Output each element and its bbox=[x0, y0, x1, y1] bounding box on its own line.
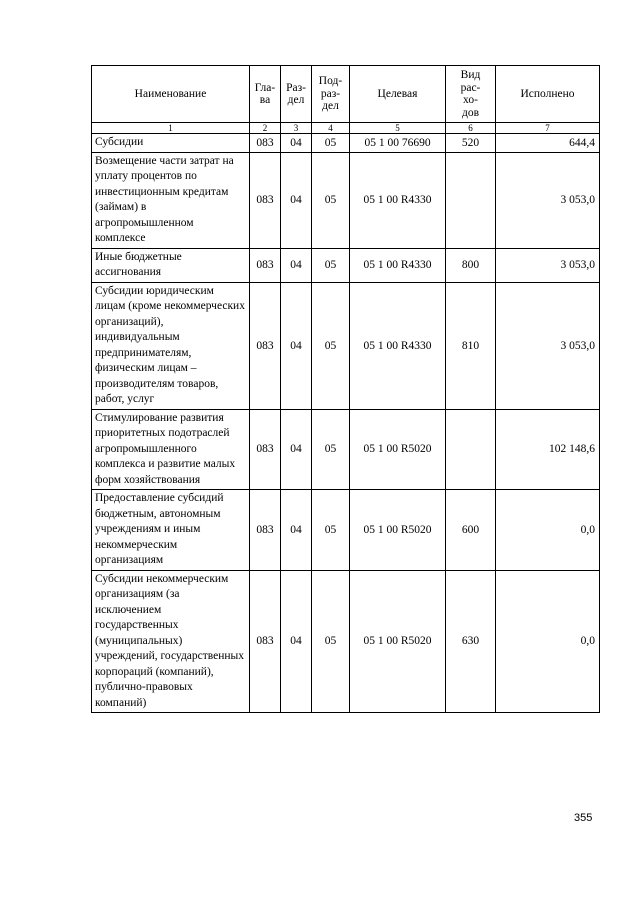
table-row bbox=[92, 570, 600, 713]
table-row bbox=[92, 152, 600, 248]
row-celevaya: 05 1 00 R5020 bbox=[350, 490, 446, 571]
row-name: Иные бюджетные ассигнования bbox=[92, 248, 250, 282]
column-number: 3 bbox=[281, 123, 312, 134]
row-amount: 0,0 bbox=[496, 570, 600, 713]
row-celevaya: 05 1 00 76690 bbox=[350, 134, 446, 153]
row-razdel: 04 bbox=[281, 248, 312, 282]
row-name: Субсидии юридическим лицам (кроме некоммерческих организаций), индивидуальным предпринимателям, физическим лицам – производителям товаров, работ, услуг bbox=[92, 282, 250, 409]
row-glava: 083 bbox=[250, 282, 281, 409]
row-vid: 800 bbox=[446, 248, 496, 282]
column-number: 6 bbox=[446, 123, 496, 134]
header-name: Наименование bbox=[92, 66, 250, 123]
row-glava: 083 bbox=[250, 134, 281, 153]
row-razdel: 04 bbox=[281, 152, 312, 248]
row-razdel: 04 bbox=[281, 409, 312, 490]
row-podrazdel: 05 bbox=[312, 152, 350, 248]
row-razdel: 04 bbox=[281, 570, 312, 713]
row-podrazdel: 05 bbox=[312, 570, 350, 713]
row-podrazdel: 05 bbox=[312, 248, 350, 282]
row-name: Субсидии bbox=[92, 134, 250, 153]
row-podrazdel: 05 bbox=[312, 490, 350, 571]
row-vid: 600 bbox=[446, 490, 496, 571]
row-celevaya: 05 1 00 R5020 bbox=[350, 409, 446, 490]
header-podrazdel: Под- раз- дел bbox=[312, 66, 350, 123]
row-podrazdel: 05 bbox=[312, 282, 350, 409]
row-vid: 630 bbox=[446, 570, 496, 713]
row-name: Возмещение части затрат на уплату процентов по инвестиционным кредитам (займам) в агропромышленном комплексе bbox=[92, 152, 250, 248]
table-row bbox=[92, 248, 600, 282]
table-row bbox=[92, 490, 600, 571]
row-glava: 083 bbox=[250, 409, 281, 490]
row-celevaya: 05 1 00 R4330 bbox=[350, 248, 446, 282]
row-name: Стимулирование развития приоритетных подотраслей агропромышленного комплекса и развитие малых форм хозяйствования bbox=[92, 409, 250, 490]
row-celevaya: 05 1 00 R5020 bbox=[350, 570, 446, 713]
row-glava: 083 bbox=[250, 152, 281, 248]
row-amount: 102 148,6 bbox=[496, 409, 600, 490]
row-vid: 520 bbox=[446, 134, 496, 153]
table-row bbox=[92, 134, 600, 153]
row-vid bbox=[446, 152, 496, 248]
budget-table bbox=[91, 65, 600, 713]
header-vid-rashodov: Вид рас- хо- дов bbox=[446, 66, 496, 123]
row-name: Субсидии некоммерческим организациям (за исключением государственных (муниципальных) учреждений, государственных корпораций (компаний), публично-правовых компаний) bbox=[92, 570, 250, 713]
row-celevaya: 05 1 00 R4330 bbox=[350, 282, 446, 409]
row-amount: 0,0 bbox=[496, 490, 600, 571]
row-razdel: 04 bbox=[281, 490, 312, 571]
row-razdel: 04 bbox=[281, 134, 312, 153]
row-vid bbox=[446, 409, 496, 490]
row-glava: 083 bbox=[250, 570, 281, 713]
row-amount: 3 053,0 bbox=[496, 282, 600, 409]
row-amount: 3 053,0 bbox=[496, 248, 600, 282]
column-number: 2 bbox=[250, 123, 281, 134]
header-celevaya: Целевая bbox=[350, 66, 446, 123]
row-amount: 644,4 bbox=[496, 134, 600, 153]
column-number-row bbox=[92, 123, 600, 134]
row-celevaya: 05 1 00 R4330 bbox=[350, 152, 446, 248]
column-number: 7 bbox=[496, 123, 600, 134]
row-razdel: 04 bbox=[281, 282, 312, 409]
row-vid: 810 bbox=[446, 282, 496, 409]
table-row bbox=[92, 282, 600, 409]
page-number: 355 bbox=[574, 812, 593, 824]
row-glava: 083 bbox=[250, 248, 281, 282]
header-row bbox=[92, 66, 600, 123]
header-razdel: Раз- дел bbox=[281, 66, 312, 123]
row-amount: 3 053,0 bbox=[496, 152, 600, 248]
header-ispolneno: Исполнено bbox=[496, 66, 600, 123]
header-glava: Гла- ва bbox=[250, 66, 281, 123]
column-number: 4 bbox=[312, 123, 350, 134]
row-podrazdel: 05 bbox=[312, 134, 350, 153]
row-podrazdel: 05 bbox=[312, 409, 350, 490]
column-number: 1 bbox=[92, 123, 250, 134]
column-number: 5 bbox=[350, 123, 446, 134]
row-name: Предоставление субсидий бюджетным, автономным учреждениям и иным некоммерческим организациям bbox=[92, 490, 250, 571]
table-row bbox=[92, 409, 600, 490]
row-glava: 083 bbox=[250, 490, 281, 571]
